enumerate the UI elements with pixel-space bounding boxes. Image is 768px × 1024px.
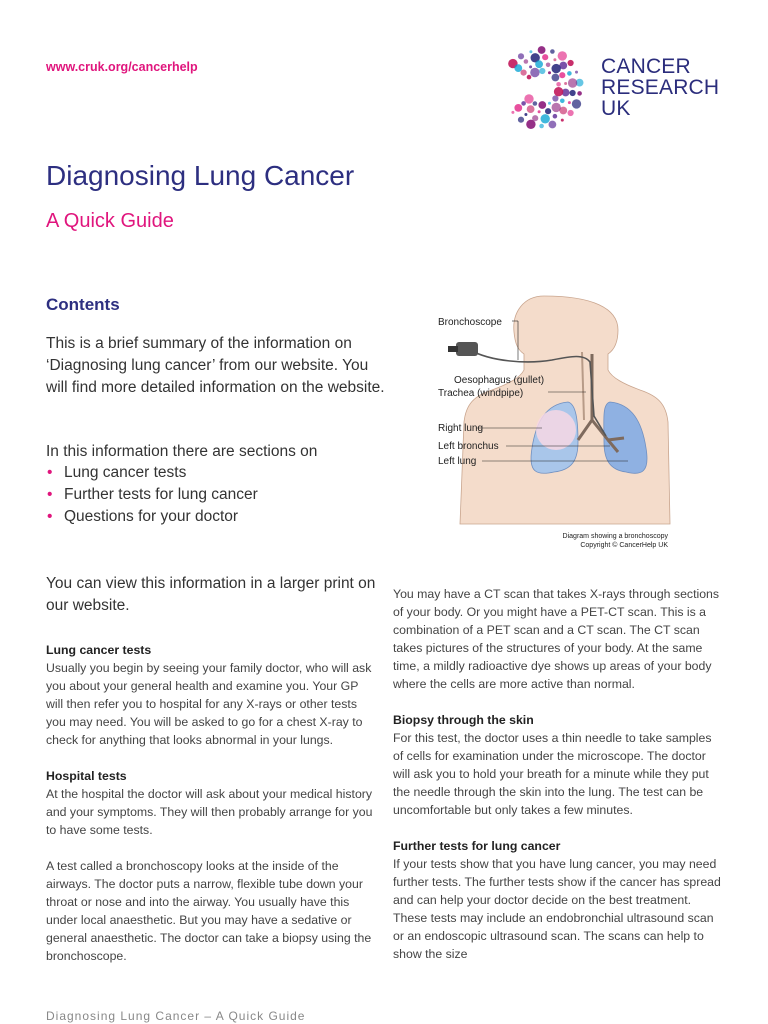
hospital-tests-heading: Hospital tests	[46, 769, 127, 783]
cancer-research-uk-logo-text	[601, 56, 719, 119]
logo-dot	[539, 124, 544, 129]
logo-dot	[568, 110, 574, 116]
logo-dot	[524, 59, 529, 64]
logo-dot	[550, 49, 555, 54]
logo-dot	[530, 68, 539, 77]
bronchoscope-handle	[456, 342, 478, 356]
hospital-tests-text: At the hospital the doctor will ask about your medical history and your symptoms. They will then probably arrange for you to have some tests.	[46, 787, 373, 837]
logo-dot	[552, 64, 561, 73]
page-subtitle: A Quick Guide	[46, 210, 174, 232]
logo-dot	[524, 113, 527, 116]
logo-line-3: UK	[601, 97, 631, 120]
label-right-lung: Right lung	[438, 423, 484, 434]
logo-dot	[529, 65, 532, 68]
logo-dot	[514, 64, 522, 72]
diagram-caption: Diagram showing a bronchoscopy	[562, 533, 668, 540]
list-item-label: Further tests for lung cancer	[64, 485, 258, 503]
logo-dot	[533, 101, 538, 106]
logo-dot	[568, 78, 577, 87]
left-column	[46, 641, 376, 965]
logo-dot	[552, 95, 558, 101]
logo-dot	[553, 58, 556, 61]
list-item	[46, 484, 258, 506]
label-oesophagus: Oesophagus (gullet)	[454, 375, 545, 386]
logo-dot	[541, 114, 550, 123]
logo-dot	[538, 110, 541, 113]
bronchoscopy-diagram	[432, 292, 672, 554]
larger-print-note: You can view this information in a larger print on our website.	[46, 575, 376, 614]
right-lung-highlight	[536, 410, 576, 450]
diagram-copyright: Copyright © CancerHelp UK	[580, 542, 668, 549]
logo-dot	[514, 104, 522, 112]
logo-dot	[535, 60, 543, 68]
label-trachea: Trachea (windpipe)	[438, 388, 524, 399]
lung-tests-text: Usually you begin by seeing your family doctor, who will ask you about your general health and examine you. Your GP will then refer you to hospital for any X-rays or other tests you may need. You will be asked to go for a chest X-ray to check for anything that looks abnormal in your lungs.	[46, 661, 372, 747]
lung-tests-heading: Lung cancer tests	[46, 643, 152, 657]
logo-dot	[532, 115, 538, 121]
further-tests-heading: Further tests for lung cancer	[393, 839, 561, 853]
logo-line-1: CANCER	[601, 55, 691, 78]
logo-dot	[575, 71, 578, 74]
logo-dot	[546, 63, 551, 68]
sections-list	[46, 462, 258, 527]
biopsy-heading: Biopsy through the skin	[393, 713, 534, 727]
logo-dot	[564, 82, 567, 85]
list-item-label: Questions for your doctor	[64, 507, 239, 525]
further-tests-text: If your tests show that you have lung cancer, you may need further tests. The further tests show if the cancer has spread and can help your doctor decide on the best treatment. These tests may include an endobronchial ultrasound scan or an endoscopic ultrasound scan. The scans can help to show the size	[393, 857, 721, 961]
label-bronchoscope: Bronchoscope	[438, 317, 502, 328]
logo-dot	[524, 94, 533, 103]
contents-heading: Contents	[46, 295, 120, 314]
website-url[interactable]: www.cruk.org/cancerhelp	[46, 60, 198, 74]
logo-dot	[518, 117, 524, 123]
logo-dot	[538, 101, 546, 109]
logo-dot	[538, 46, 546, 54]
logo-dot	[558, 51, 567, 60]
list-item-label: Lung cancer tests	[64, 464, 187, 481]
ct-scan-text: You may have a CT scan that takes X-rays through sections of your body. Or you might have a PET-CT scan. This is a combination of a PET scan and a CT scan. The CT scan takes pictures of the structures of your body. At the same time, a mildly radioactive dye shows up areas of your body where the cells are more active than normal.	[393, 587, 720, 691]
intro-paragraph: This is a brief summary of the information on ‘Diagnosing lung cancer’ from our website. You will find more detailed information on the website.	[46, 335, 385, 396]
logo-dot	[559, 72, 565, 78]
sections-intro: In this information there are sections on	[46, 443, 318, 460]
logo-dot	[527, 75, 532, 80]
logo-dot	[577, 91, 582, 96]
logo-dot	[548, 71, 551, 74]
bullet-icon: •	[47, 464, 53, 481]
logo-dot	[554, 87, 563, 96]
logo-dot	[570, 90, 576, 96]
logo-dot	[549, 121, 557, 129]
logo-dot	[561, 119, 564, 122]
logo-dot	[521, 70, 527, 76]
biopsy-text: For this test, the doctor uses a thin needle to take samples of cells for examination under the microscope. The doctor will ask you to hold your breath for a minute while they put the needle through the skin into the lung. The test can be uncomfortable but only takes a few minutes.	[393, 731, 712, 817]
cancer-research-uk-logo-mark	[492, 42, 588, 134]
logo-dot	[542, 54, 548, 60]
logo-line-2: RESEARCH	[601, 76, 720, 99]
label-left-lung: Left lung	[438, 456, 477, 467]
logo-dot	[539, 68, 545, 74]
logo-dot	[567, 71, 572, 76]
list-item	[46, 506, 258, 528]
label-left-bronchus: Left bronchus	[438, 441, 499, 452]
logo-dot	[518, 53, 524, 59]
page-footer: Diagnosing Lung Cancer – A Quick Guide	[46, 1009, 306, 1023]
logo-dot	[545, 108, 551, 114]
logo-dot	[521, 101, 526, 106]
logo-dot	[511, 111, 514, 114]
logo-dot	[552, 74, 560, 82]
bullet-icon: •	[47, 485, 53, 503]
logo-dot	[553, 114, 558, 119]
logo-dot	[568, 60, 574, 66]
logo-dot	[529, 50, 532, 53]
logo-dot	[568, 101, 571, 104]
bullet-icon: •	[47, 507, 53, 525]
logo-dot	[548, 102, 551, 105]
logo-dot	[572, 99, 581, 108]
page-title: Diagnosing Lung Cancer	[46, 160, 355, 191]
logo-dot	[552, 103, 561, 112]
list-item	[46, 462, 258, 484]
logo-dot	[560, 99, 565, 104]
bronchoscopy-text: A test called a bronchoscopy looks at the inside of the airways. The doctor puts a narrow, flexible tube down your throat or nose and into the airway. You usually have this under local anaesthetic. But you may have a sedative or general anaesthetic. The doctor can take a biopsy using the bronchoscope.	[46, 859, 372, 963]
logo-dot	[527, 105, 535, 113]
logo-dot	[556, 82, 561, 87]
right-column	[393, 585, 723, 963]
